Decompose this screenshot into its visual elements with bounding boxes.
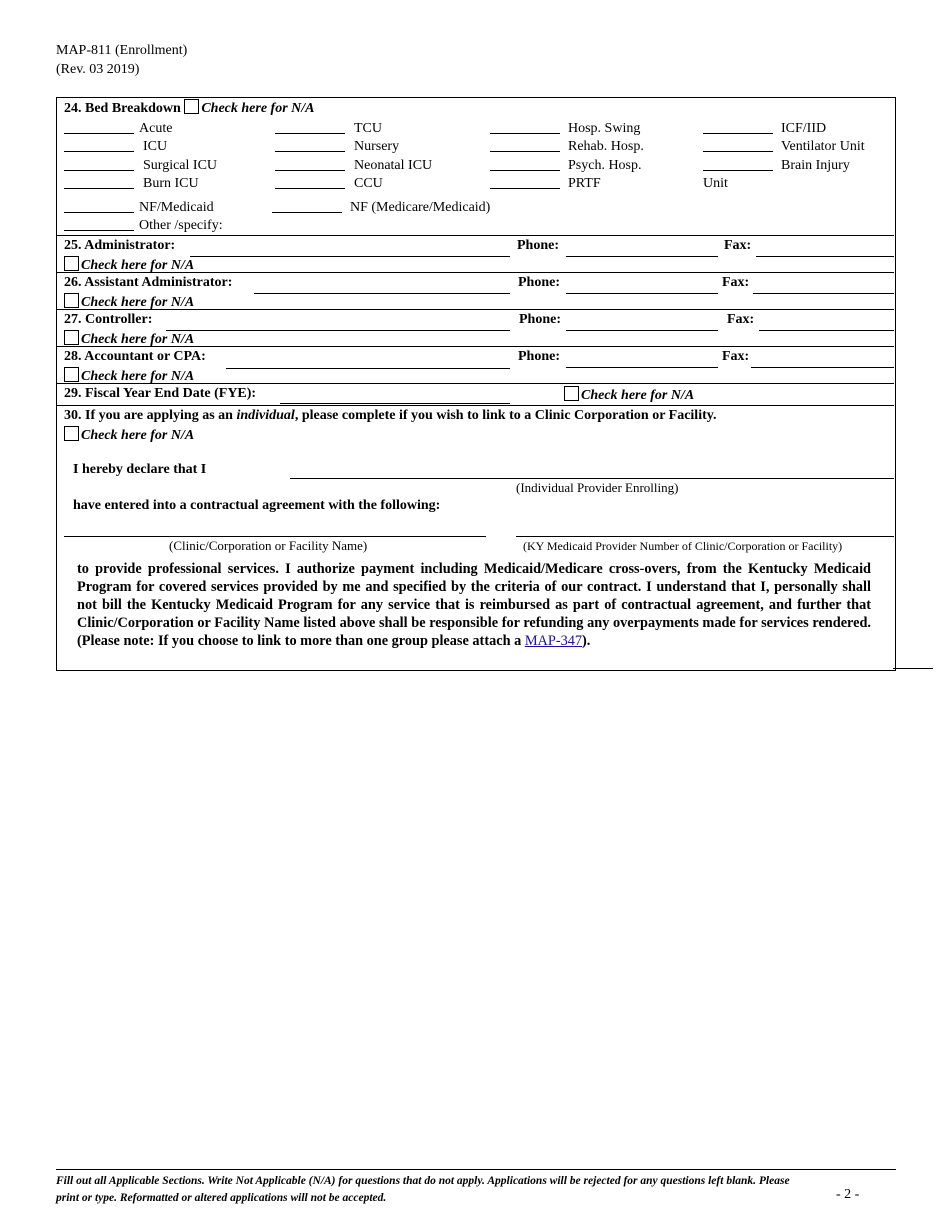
footer-instructions bbox=[56, 1173, 896, 1207]
bed-item-nf-medicaid[interactable]: NF/Medicaid bbox=[64, 200, 134, 218]
form-revision: (Rev. 03 2019) bbox=[56, 62, 140, 77]
footer-line-2: print or type. Reformatted or altered applications will not be accepted. bbox=[56, 1192, 387, 1204]
bed-item-nf-medicare-medicaid[interactable]: NF (Medicare/Medicaid) bbox=[272, 200, 342, 218]
bed-item-tcu[interactable]: TCU bbox=[275, 121, 345, 139]
bed-item-burn-icu[interactable]: Burn ICU bbox=[64, 176, 134, 194]
section-30-na: Check here for N/A bbox=[64, 426, 194, 444]
controller-phone-field[interactable] bbox=[566, 330, 718, 331]
accountant-na-checkbox[interactable] bbox=[64, 367, 79, 382]
administrator-fax-field[interactable] bbox=[756, 256, 894, 257]
fye-na-checkbox[interactable] bbox=[564, 386, 579, 401]
assistant-administrator-fax-label: Fax: bbox=[722, 275, 750, 290]
assistant-administrator-na-checkbox[interactable] bbox=[64, 293, 79, 308]
bed-item-ventilator-unit[interactable]: Ventilator Unit bbox=[703, 139, 773, 157]
ky-medicaid-number-field[interactable] bbox=[516, 536, 894, 537]
bed-item-neonatal-icu[interactable]: Neonatal ICU bbox=[275, 158, 345, 176]
bed-item-acute[interactable]: Acute bbox=[64, 121, 134, 139]
fye-label: 29. Fiscal Year End Date (FYE): bbox=[64, 386, 257, 401]
contract-text: have entered into a contractual agreement with the following: bbox=[73, 498, 441, 513]
administrator-phone-label: Phone: bbox=[517, 238, 559, 253]
ky-medicaid-number-caption: (KY Medicaid Provider Number of Clinic/Corporation or Facility) bbox=[523, 539, 843, 553]
administrator-na: Check here for N/A bbox=[64, 256, 194, 274]
clinic-name-caption: (Clinic/Corporation or Facility Name) bbox=[169, 538, 368, 553]
assistant-administrator-fax-field[interactable] bbox=[753, 293, 894, 294]
individual-provider-caption: (Individual Provider Enrolling) bbox=[516, 480, 679, 495]
fye-na: Check here for N/A bbox=[564, 386, 694, 404]
bed-item-brain-injury[interactable]: Brain Injury bbox=[703, 158, 773, 176]
individual-provider-field[interactable] bbox=[290, 478, 894, 479]
bed-item-unit-label: Unit bbox=[703, 176, 728, 191]
assistant-administrator-phone-label: Phone: bbox=[518, 275, 560, 290]
footer-line-1: Fill out all Applicable Sections. Write Not Applicable (N/A) for questions that do not apply. Applications will be rejected for any questions left blank. Please bbox=[56, 1175, 790, 1187]
accountant-label: 28. Accountant or CPA: bbox=[64, 349, 206, 364]
controller-na-checkbox[interactable] bbox=[64, 330, 79, 345]
map-347-link[interactable]: MAP-347 bbox=[524, 633, 583, 649]
bed-item-hosp-swing[interactable]: Hosp. Swing bbox=[490, 121, 560, 139]
bed-item-icu[interactable]: ICU bbox=[64, 139, 134, 157]
assistant-administrator-na: Check here for N/A bbox=[64, 293, 194, 311]
fye-field[interactable] bbox=[280, 403, 510, 404]
bed-item-prtf[interactable]: PRTF bbox=[490, 176, 560, 194]
controller-fax-label: Fax: bbox=[727, 312, 755, 327]
section-30-na-checkbox[interactable] bbox=[64, 426, 79, 441]
bed-breakdown-na-label: Check here for N/A bbox=[201, 101, 315, 116]
divider bbox=[56, 405, 894, 406]
declaration-text: I hereby declare that I bbox=[73, 462, 207, 477]
authorization-paragraph: to provide professional services. I authorize payment including Medicaid/Medicare cross-overs, from the Kentucky Medicaid Program for covered services provided by me and specified by the criteria of our contract. I understand that I, personally shall not bill the Kentucky Medicaid Program for any service that is reimbursed as part of contractual agreement, and further that Clinic/Corporation or Facility Name listed above shall be responsible for refunding any overpayments made for services rendered. (Please note: If you choose to link to more than one group please attach a MAP-347). bbox=[77, 561, 871, 649]
accountant-phone-label: Phone: bbox=[518, 349, 560, 364]
footer-rule bbox=[56, 1169, 896, 1170]
bed-breakdown-na-checkbox[interactable] bbox=[184, 99, 199, 114]
divider bbox=[56, 235, 894, 236]
administrator-fax-label: Fax: bbox=[724, 238, 752, 253]
assistant-administrator-field[interactable] bbox=[254, 293, 510, 294]
assistant-administrator-label: 26. Assistant Administrator: bbox=[64, 275, 233, 290]
bed-item-rehab-hosp[interactable]: Rehab. Hosp. bbox=[490, 139, 560, 157]
frame-extension-rule bbox=[893, 668, 933, 669]
administrator-na-checkbox[interactable] bbox=[64, 256, 79, 271]
bed-item-psych-hosp[interactable]: Psych. Hosp. bbox=[490, 158, 560, 176]
bed-item-surgical-icu[interactable]: Surgical ICU bbox=[64, 158, 134, 176]
accountant-field[interactable] bbox=[226, 368, 510, 369]
form-id: MAP-811 (Enrollment) bbox=[56, 43, 188, 58]
administrator-field[interactable] bbox=[190, 256, 510, 257]
controller-label: 27. Controller: bbox=[64, 312, 153, 327]
administrator-phone-field[interactable] bbox=[566, 256, 718, 257]
accountant-fax-field[interactable] bbox=[751, 367, 894, 368]
bed-item-nursery[interactable]: Nursery bbox=[275, 139, 345, 157]
bed-item-other-specify[interactable]: Other /specify: bbox=[64, 218, 134, 236]
section-30-title: 30. If you are applying as an individual, please complete if you wish to link to a Clinic Corporation or Facility. bbox=[64, 408, 717, 423]
controller-field[interactable] bbox=[166, 330, 510, 331]
section-24-title: 24. Bed Breakdown Check here for N/A bbox=[64, 101, 315, 116]
accountant-na: Check here for N/A bbox=[64, 367, 194, 385]
controller-phone-label: Phone: bbox=[519, 312, 561, 327]
page-number: - 2 - bbox=[836, 1187, 860, 1202]
controller-na: Check here for N/A bbox=[64, 330, 194, 348]
accountant-phone-field[interactable] bbox=[566, 367, 718, 368]
accountant-fax-label: Fax: bbox=[722, 349, 750, 364]
administrator-label: 25. Administrator: bbox=[64, 238, 176, 253]
bed-item-icf-iid[interactable]: ICF/IID bbox=[703, 121, 773, 139]
bed-item-ccu[interactable]: CCU bbox=[275, 176, 345, 194]
assistant-administrator-phone-field[interactable] bbox=[566, 293, 718, 294]
controller-fax-field[interactable] bbox=[759, 330, 894, 331]
clinic-name-field[interactable] bbox=[64, 536, 486, 537]
